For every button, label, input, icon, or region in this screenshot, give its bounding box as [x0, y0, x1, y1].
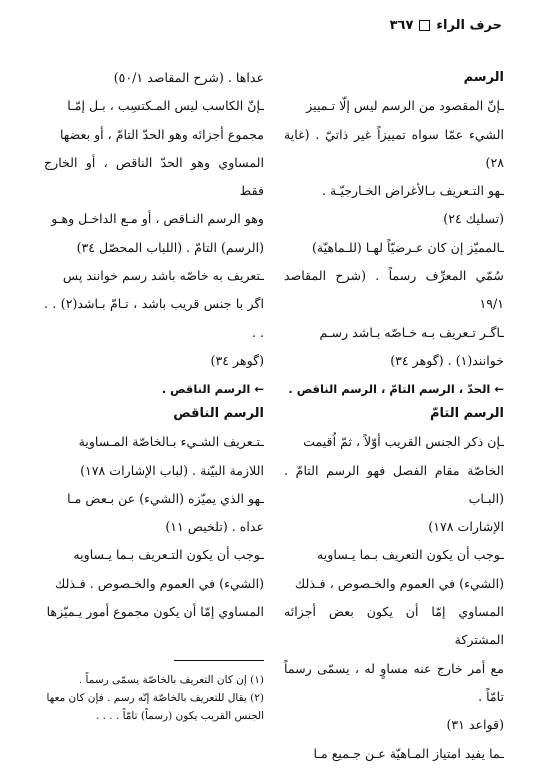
square-ornament-icon [419, 20, 430, 31]
text-line: وهو الرسم النـاقص ، أو مـع الداخـل وهـو [51, 211, 264, 227]
entry-heading: الرسم الناقص [173, 406, 264, 421]
footnote: (٢) يقال للتعريف بالخاصّة إنّه رسم . فإن كان معها [46, 692, 264, 704]
text-line: مجموع أجزائه وهو الحدّ التامّ ، أو بعضها [59, 126, 264, 142]
text-line: ـهو التـعريف بـالأغراض الخـارجيّـة . [322, 183, 504, 199]
footnote: الجنس القريب يكون (رسماً) تامّاً . . . . [95, 710, 264, 722]
text-line: ـتعريف به خاصّه باشد رسم خوانند پس [62, 268, 264, 284]
entry-al-rasm-al-naqis [44, 400, 264, 626]
text-line: ـتـعريف الشـيء بـالخاصّة المـساوية [78, 434, 264, 450]
page-number: ٣٦٧ [389, 17, 414, 33]
text-line: ـإنّ المقصود من الرسم ليس إلّا تـمييز [306, 98, 504, 114]
text-line: (الرسم) التامّ . (اللباب المحصّل ٣٤) [76, 239, 264, 255]
text-line: المساوي وهو الحدّ الناقص ، أو الخارج فقط [44, 154, 264, 199]
entry-heading: الرسم [463, 70, 504, 85]
text-line: ـالمميّز إن كان عـرضيّاً لهـا (للـماهيّة) [311, 239, 504, 255]
cross-reference: ← الرسم الناقص . [161, 382, 264, 397]
text-line: (قواعد ٣١) [446, 717, 504, 733]
text-line: ـوجب أن يكون التعريف بـما يـساويه [317, 547, 504, 563]
text-line: (الشيء) في العموم والخـصوص ، فـذلك [294, 575, 504, 591]
entry-al-rasm-al-tamm [284, 400, 504, 768]
text-line: المساوي إمّا أن يكون مجموع أمور يـميّزها [46, 604, 264, 620]
text-line: ـاگـر تـعريف بـه خـاصّه بـاشد رسـم [319, 324, 504, 340]
text-line: الإشارات ١٧٨) [428, 519, 504, 535]
header-title: حرف الراء [436, 17, 502, 33]
text-line: (گوهر ٣٤) [210, 352, 264, 368]
text-line: مع أمر خارج عنه مساوٍ له ، يسمّى رسماً تامّاً . [284, 660, 504, 704]
footnote-divider [174, 660, 264, 661]
entry-heading: الرسم التامّ [430, 406, 504, 421]
entry-al-rasm [284, 64, 504, 404]
text-line: ـإنّ الكاسب ليس المـكتسِب ، بـل إمّـا [67, 98, 264, 114]
cross-reference: ← الحدّ ، الرسم التامّ ، الرسم الناقص . [288, 382, 504, 397]
text-line: ـما يفيد امتياز المـاهيّة عـن جـميع مـا [313, 745, 504, 761]
text-line: عداه . (تلخيص ١١) [165, 519, 264, 535]
text-line: خوانند(١) . (گوهر ٣٤) [390, 352, 504, 368]
running-header [32, 14, 502, 36]
footnote: (١) إن كان التعريف بالخاصّة يسمّى رسماً . [78, 674, 264, 686]
text-line: اگر با جنس قريب باشد ، تـامّ بـاشد(٢) . . . . [44, 296, 265, 340]
text-line: المساوي إمّا أن يكون بعض أجزائه المشتركة [284, 604, 504, 648]
entry-al-rasm-continued [44, 64, 264, 404]
text-line: ـوجب أن يكون التـعريف بـما يـساويه [73, 547, 264, 563]
text-line: عداها . (شرح المقاصد ٥٠/١) [113, 70, 264, 85]
text-line: اللازمة البيّنة . (لباب الإشارات ١٧٨) [80, 462, 264, 478]
text-line: (تسليك ٢٤) [443, 211, 504, 227]
text-line: الخاصّة مقام الفصل فهو الرسم التامّ . (البـاب [284, 462, 504, 506]
text-line: ـهو الذي يميّزه (الشيء) عن بـعض مـا [67, 490, 264, 506]
footnotes [44, 660, 264, 725]
text-line: (الشيء) في العموم والخـصوص . فـذلك [54, 575, 264, 591]
text-line: الشيء عمّا سواه تمييزاً غير ذاتيّ . (غاية ٢٨) [284, 126, 504, 170]
text-line: سُمّي المعرِّف رسماً . (شرح المقاصد ١٩/١ [284, 268, 504, 312]
text-line: ـإن ذكر الجنس القريب أوّلاً ، ثمّ اُقيمت [303, 434, 504, 450]
